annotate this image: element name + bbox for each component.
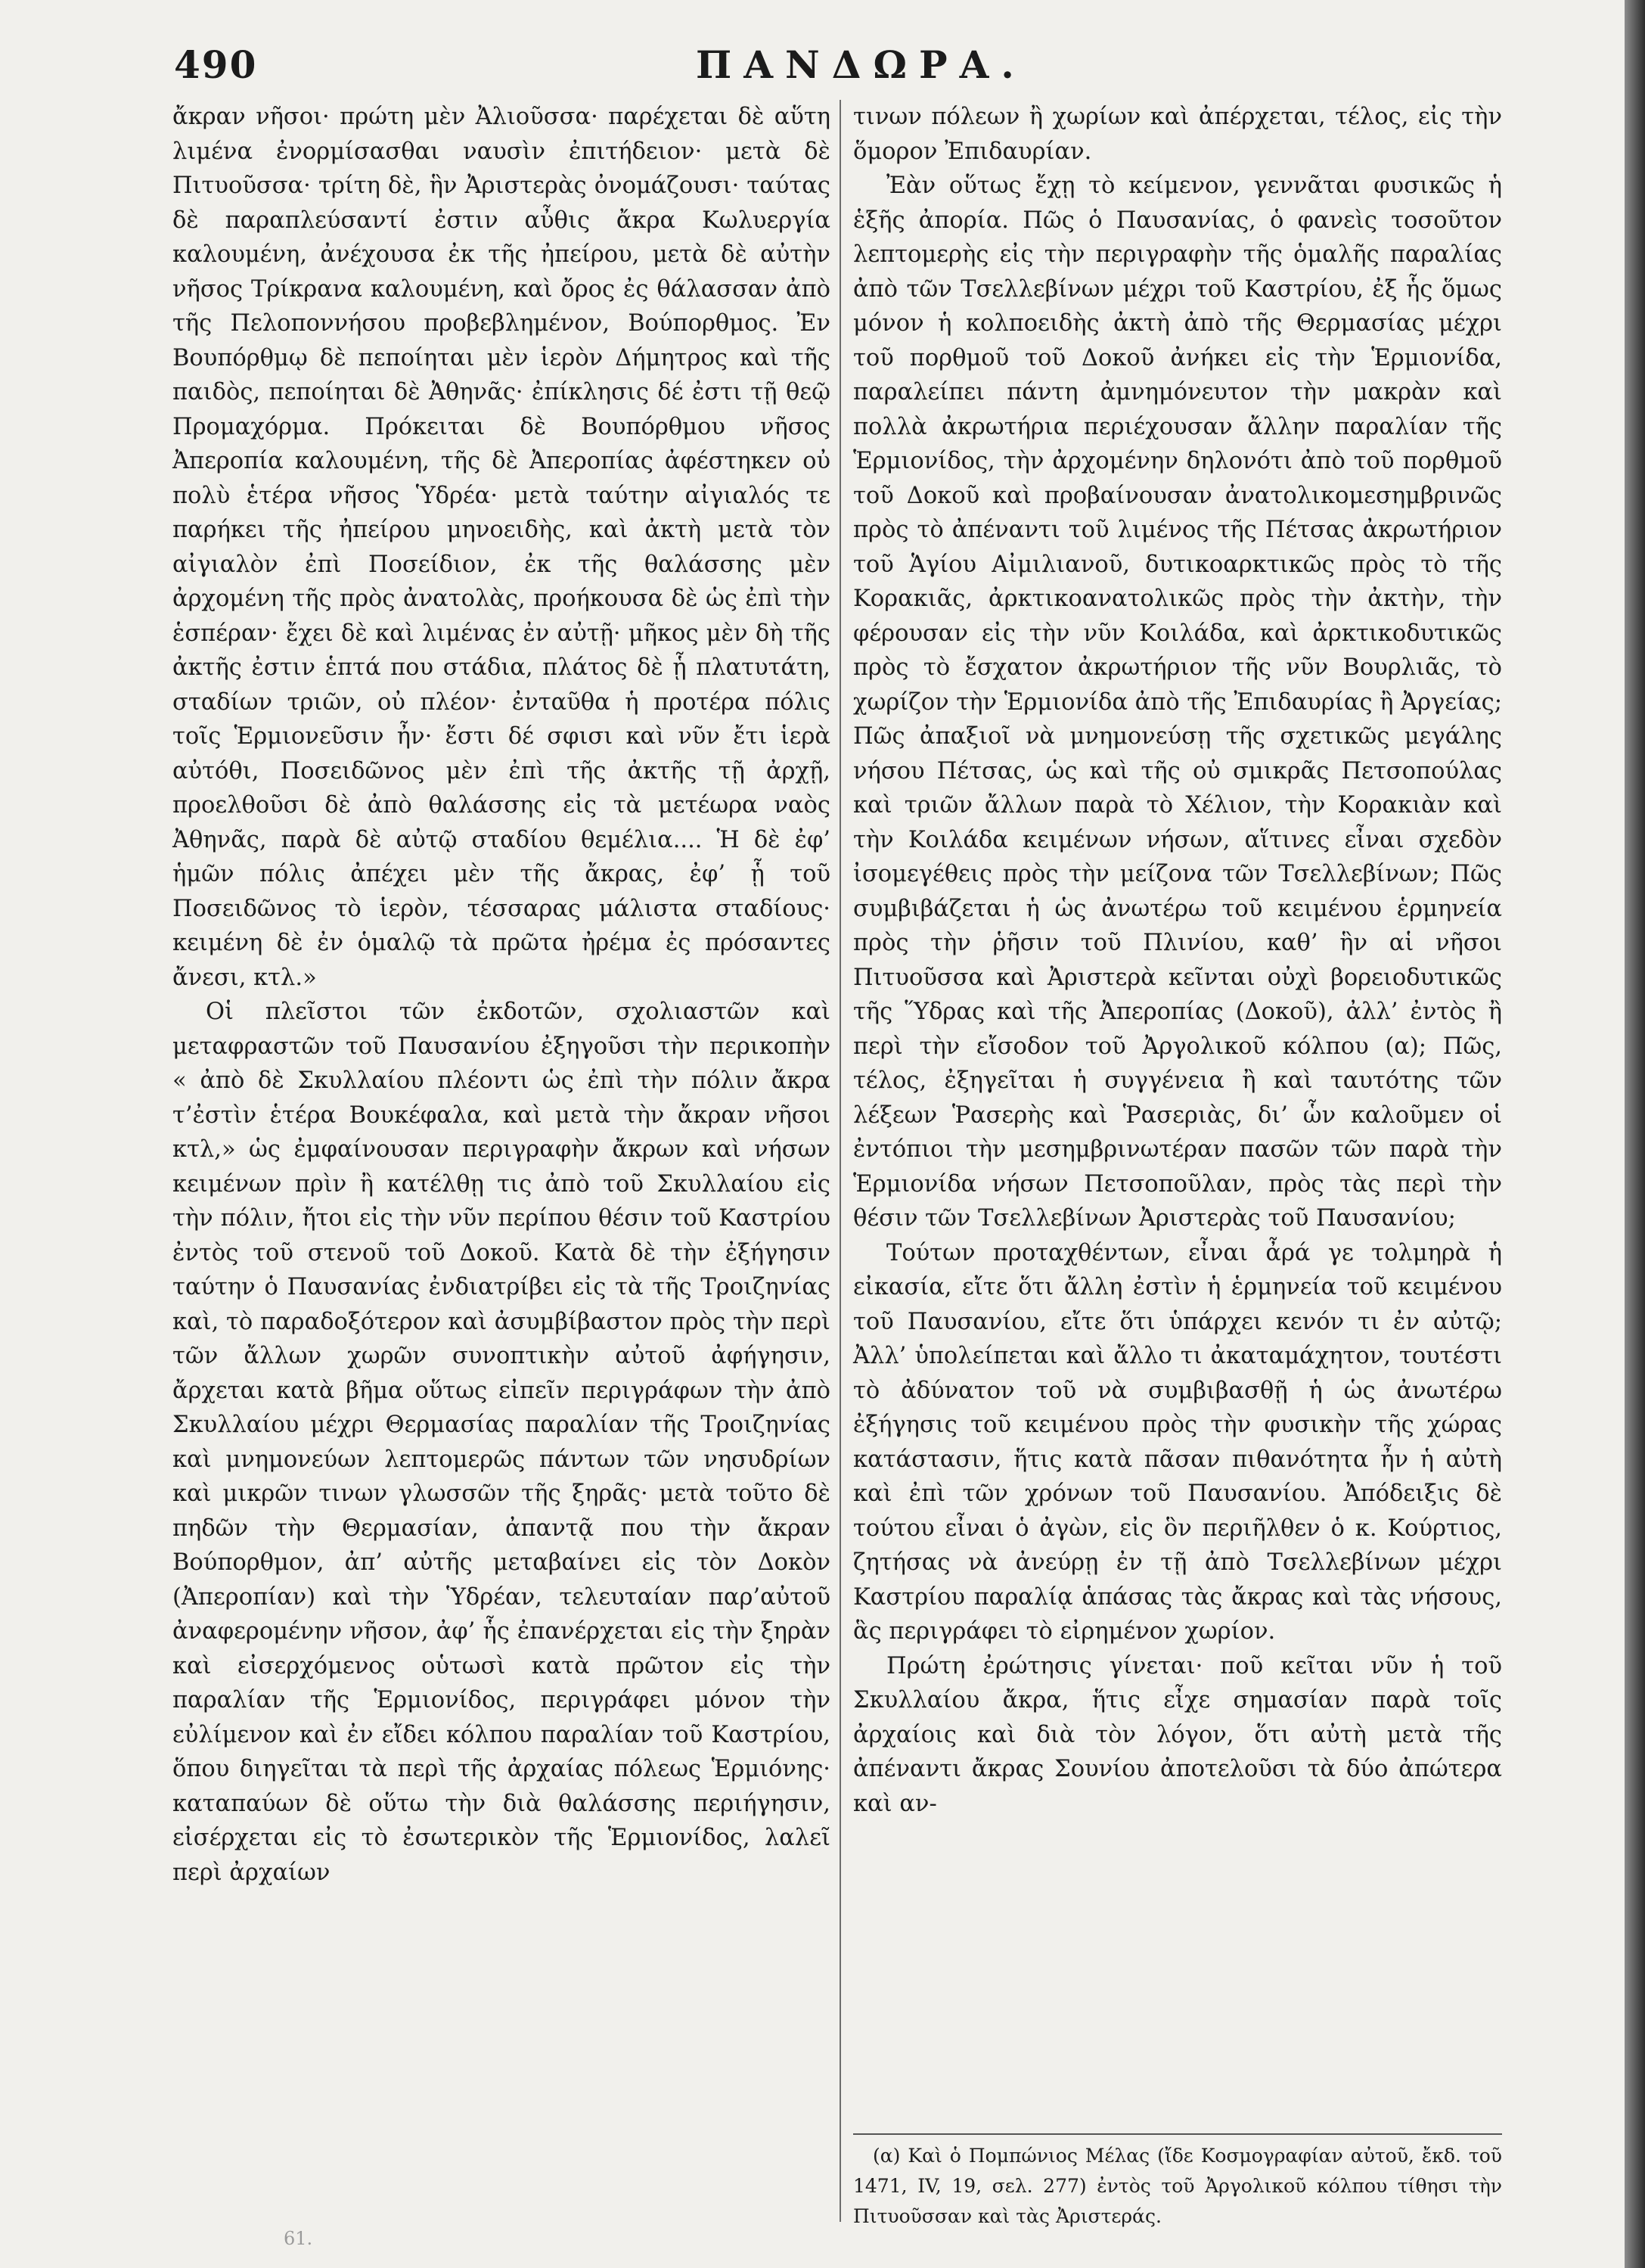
running-title: ΠΑΝΔΩΡΑ. [696,42,1026,87]
right-column [853,100,1502,1821]
right-paragraph-2: Ἐὰν οὕτως ἔχῃ τὸ κείμενον, γεννᾶται φυσικῶς ἡ ἑξῆς ἀπορία. Πῶς ὁ Παυσανίας, ὁ φανεὶς τοσοῦτον λεπτομερὴς εἰς τὴν περιγραφὴν τῆς ὁμαλῆς παραλίας ἀπὸ τῶν Τσελλεβίνων μέχρι τοῦ Καστρίου, ἐξ ἧς ὅμως μόνον ἡ κολποειδὴς ἀκτὴ ἀπὸ τῆς Θερμασίας μέχρι τοῦ πορθμοῦ τοῦ Δοκοῦ ἀνήκει εἰς τὴν Ἑρμιονίδα, παραλείπει πάντη ἀμνημόνευτον τὴν μακρὰν καὶ πολλὰ ἀκρωτήρια περιέχουσαν ἄλλην παραλίαν τῆς Ἑρμιονίδος, τὴν ἀρχομένην δηλονότι ἀπὸ τοῦ πορθμοῦ τοῦ Δοκοῦ καὶ προβαίνουσαν ἀνατολικομεσημβρινῶς πρὸς τὸ ἀπέναντι τοῦ λιμένος τῆς Πέτσας ἀκρωτήριον τοῦ Ἁγίου Αἰμιλιανοῦ, δυτικοαρκτικῶς πρὸς τὸ τῆς Κορακιᾶς, ἀρκτικοανατολικῶς πρὸς τὴν ἀκτὴν, τὴν φέρουσαν εἰς τὴν νῦν Κοιλάδα, καὶ ἀρκτικοδυτικῶς πρὸς τὸ ἔσχατον ἀκρωτήριον τῆς νῦν Βουρλιᾶς, τὸ χωρίζον τὴν Ἑρμιονίδα ἀπὸ τῆς Ἐπιδαυρίας ἢ Ἀργείας; Πῶς ἀπαξιοῖ νὰ μνημονεύσῃ τῆς σχετικῶς μεγάλης νήσου Πέτσας, ὡς καὶ τῆς οὐ σμικρᾶς Πετσοπούλας καὶ τριῶν ἄλλων παρὰ τὸ Χέλιον, τὴν Κορακιὰν καὶ τὴν Κοιλάδα κειμένων νήσων, αἵτινες εἶναι σχεδὸν ἰσομεγέθεις πρὸς τὴν μείζονα τῶν Τσελλεβίνων; Πῶς συμβιβάζεται ἡ ὡς ἀνωτέρω τοῦ κειμένου ἑρμηνεία πρὸς τὴν ῥῆσιν τοῦ Πλινίου, καθ’ ἣν αἱ νῆσοι Πιτυοῦσσα καὶ Ἀριστερὰ κεῖνται οὐχὶ βορειοδυτικῶς τῆς Ὕδρας καὶ τῆς Ἀπεροπίας (Δοκοῦ), ἀλλ’ ἐντὸς ἢ περὶ τὴν εἴσοδον τοῦ Ἀργολικοῦ κόλπου (α); Πῶς, τέλος, ἐξηγεῖται ἡ συγγένεια ἢ καὶ ταυτότης τῶν λέξεων Ῥασερὴς καὶ Ῥασεριὰς, δι’ ὧν καλοῦμεν οἱ ἐντόπιοι τὴν μεσημβρινωτέραν πασῶν τῶν παρὰ τὴν Ἑρμιονίδα νήσων Πετσοποῦλαν, πρὸς τὰς περὶ τὴν θέσιν τῶν Τσελλεβίνων Ἀριστερὰς τοῦ Παυσανίου; [853,172,1502,1232]
right-paragraph-4: Πρώτη ἐρώτησις γίνεται· ποῦ κεῖται νῦν ἡ τοῦ Σκυλλαίου ἄκρα, ἥτις εἶχε σημασίαν παρὰ τοῖς ἀρχαίοις καὶ διὰ τὸν λόγον, ὅτι αὐτὴ μετὰ τῆς ἀπέναντι ἄκρας Σουνίου ἀποτελοῦσι τὰ δύο ἀπώτερα καὶ αν- [853,1652,1502,1817]
page-edge-shadow [1625,0,1645,2268]
right-paragraph-3: Τούτων προταχθέντων, εἶναι ἆρά γε τολμηρὰ ἡ εἰκασία, εἴτε ὅτι ἄλλη ἐστὶν ἡ ἑρμηνεία τοῦ κειμένου τοῦ Παυσανίου, εἴτε ὅτι ὑπάρχει κενόν τι ἐν αὐτῷ; Ἀλλ’ ὑπολείπεται καὶ ἄλλο τι ἀκαταμάχητον, τουτέστι τὸ ἀδύνατον τοῦ νὰ συμβιβασθῇ ἡ ὡς ἀνωτέρω ἐξήγησις τοῦ κειμένου πρὸς τὴν φυσικὴν τῆς χώρας κατάστασιν, ἥτις κατὰ πᾶσαν πιθανότητα ἦν ἡ αὐτὴ καὶ ἐπὶ τῶν χρόνων τοῦ Παυσανίου. Ἀπόδειξις δὲ τούτου εἶναι ὁ ἀγὼν, εἰς ὃν περιῆλθεν ὁ κ. Κούρτιος, ζητήσας νὰ ἀνεύρῃ ἐν τῇ ἀπὸ Τσελλεβίνων μέχρι Καστρίου παραλίᾳ ἁπάσας τὰς ἄκρας καὶ τὰς νήσους, ἃς περιγράφει τὸ εἰρημένον χωρίον. [853,1239,1502,1645]
footnote [853,2141,1502,2232]
left-paragraph-2: Οἱ πλεῖστοι τῶν ἐκδοτῶν, σχολιαστῶν καὶ μεταφραστῶν τοῦ Παυσανίου ἐξηγοῦσι τὴν περικοπὴν « ἀπὸ δὲ Σκυλλαίου πλέοντι ὡς ἐπὶ τὴν πόλιν ἄκρα τ’ἐστὶν ἑτέρα Βουκέφαλα, καὶ μετὰ τὴν ἄκραν νῆσοι κτλ,» ὡς ἐμφαίνουσαν περιγραφὴν ἄκρων καὶ νήσων κειμένων πρὶν ἢ κατέλθῃ τις ἀπὸ τοῦ Σκυλλαίου εἰς τὴν πόλιν, ἤτοι εἰς τὴν νῦν περίπου θέσιν τοῦ Καστρίου ἐντὸς τοῦ στενοῦ τοῦ Δοκοῦ. Κατὰ δὲ τὴν ἐξήγησιν ταύτην ὁ Παυσανίας ἐνδιατρίβει εἰς τὰ τῆς Τροιζηνίας καὶ, τὸ παραδοξότερον καὶ ἀσυμβίβαστον πρὸς τὴν περὶ τῶν ἄλλων χωρῶν συνοπτικὴν αὐτοῦ ἀφήγησιν, ἄρχεται κατὰ βῆμα οὕτως εἰπεῖν περιγράφων τὴν ἀπὸ Σκυλλαίου μέχρι Θερμασίας παραλίαν τῆς Τροιζηνίας καὶ μνημονεύων λεπτομερῶς πάντων τῶν νησυδρίων καὶ μικρῶν τινων γλωσσῶν τῆς ξηρᾶς· μετὰ τοῦτο δὲ πηδῶν τὴν Θερμασίαν, ἀπαντᾷ που τὴν ἄκραν Βούπορθμον, ἀπ’ αὐτῆς μεταβαίνει εἰς τὸν Δοκὸν (Ἀπεροπίαν) καὶ τὴν Ὑδρέαν, τελευταίαν παρ’αὐτοῦ ἀναφερομένην νῆσον, ἀφ’ ἧς ἐπανέρχεται εἰς τὴν ξηρὰν καὶ εἰσερχόμενος οὑτωσὶ κατὰ πρῶτον εἰς τὴν παραλίαν τῆς Ἑρμιονίδος, περιγράφει μόνον τὴν εὐλίμενον καὶ ἐν εἴδει κόλπου παραλίαν τοῦ Καστρίου, ὅπου διηγεῖται τὰ περὶ τῆς ἀρχαίας πόλεως Ἑρμιόνης· καταπαύων δὲ οὕτω τὴν διὰ θαλάσσης περιήγησιν, εἰσέρχεται εἰς τὸ ἐσωτερικὸν τῆς Ἑρμιονίδος, λαλεῖ περὶ ἀρχαίων [172,999,830,1886]
left-column [172,100,830,1890]
footnote-text: (α) Καὶ ὁ Πομπώνιος Μέλας (ἴδε Κοσμογραφίαν αὐτοῦ, ἔκδ. τοῦ 1471, IV, 19, σελ. 277) ἐντὸς τοῦ Ἀργολικοῦ κόλπου τίθησι τὴν Πιτυοῦσσαν καὶ τὰς Ἀριστεράς. [853,2145,1502,2227]
page-number: 490 [174,42,258,87]
page-header [0,42,1625,103]
left-paragraph-1: ἄκραν νῆσοι· πρώτη μὲν Ἀλιοῦσσα· παρέχεται δὲ αὕτη λιμένα ἐνορμίσασθαι ναυσὶν ἐπιτήδειον· μετὰ δὲ Πιτυοῦσσα· τρίτη δὲ, ἣν Ἀριστερὰς ὀνομάζουσι· ταύτας δὲ παραπλεύσαντί ἐστιν αὖθις ἄκρα Κωλυεργία καλουμένη, ἀνέχουσα ἐκ τῆς ἠπείρου, μετὰ δὲ αὐτὴν νῆσος Τρίκρανα καλουμένη, καὶ ὄρος ἐς θάλασσαν ἀπὸ τῆς Πελοποννήσου προβεβλημένον, Βούπορθμος. Ἐν Βουπόρθμῳ δὲ πεποίηται μὲν ἱερὸν Δήμητρος καὶ τῆς παιδὸς, πεποίηται δὲ Ἀθηνᾶς· ἐπίκλησις δέ ἐστι τῇ θεῷ Προμαχόρμα. Πρόκειται δὲ Βουπόρθμου νῆσος Ἀπεροπία καλουμένη, τῆς δὲ Ἀπεροπίας ἀφέστηκεν οὐ πολὺ ἑτέρα νῆσος Ὑδρέα· μετὰ ταύτην αἰγιαλός τε παρήκει τῆς ἠπείρου μηνοειδὴς, καὶ ἀκτὴ μετὰ τὸν αἰγιαλὸν ἐπὶ Ποσείδιον, ἐκ τῆς θαλάσσης μὲν ἀρχομένη τῆς πρὸς ἀνατολὰς, προήκουσα δὲ ὡς ἐπὶ τὴν ἑσπέραν· ἔχει δὲ καὶ λιμένας ἐν αὐτῇ· μῆκος μὲν δὴ τῆς ἀκτῆς ἐστιν ἑπτά που στάδια, πλάτος δὲ ᾗ πλατυτάτη, σταδίων τριῶν, οὐ πλέον· ἐνταῦθα ἡ προτέρα πόλις τοῖς Ἑρμιονεῦσιν ἦν· ἔστι δέ σφισι καὶ νῦν ἔτι ἱερὰ αὐτόθι, Ποσειδῶνος μὲν ἐπὶ τῆς ἀκτῆς τῇ ἀρχῇ, προελθοῦσι δὲ ἀπὸ θαλάσσης εἰς τὰ μετέωρα ναὸς Ἀθηνᾶς, παρὰ δὲ αὐτῷ σταδίου θεμέλια.... Ἡ δὲ ἐφ’ ἡμῶν πόλις ἀπέχει μὲν τῆς ἄκρας, ἐφ’ ᾗ τοῦ Ποσειδῶνος τὸ ἱερὸν, τέσσαρας μάλιστα σταδίους· κειμένη δὲ ἐν ὁμαλῷ τὰ πρῶτα ἠρέμα ἐς πρόσαντες ἄνεσι, κτλ.» [172,104,830,991]
column-divider [840,100,841,2222]
signature-mark: 61. [284,2228,313,2249]
footnote-rule [853,2133,1502,2135]
right-paragraph-1: τινων πόλεων ἢ χωρίων καὶ ἀπέρχεται, τέλος, εἰς τὴν ὅμορον Ἐπιδαυρίαν. [853,104,1502,165]
